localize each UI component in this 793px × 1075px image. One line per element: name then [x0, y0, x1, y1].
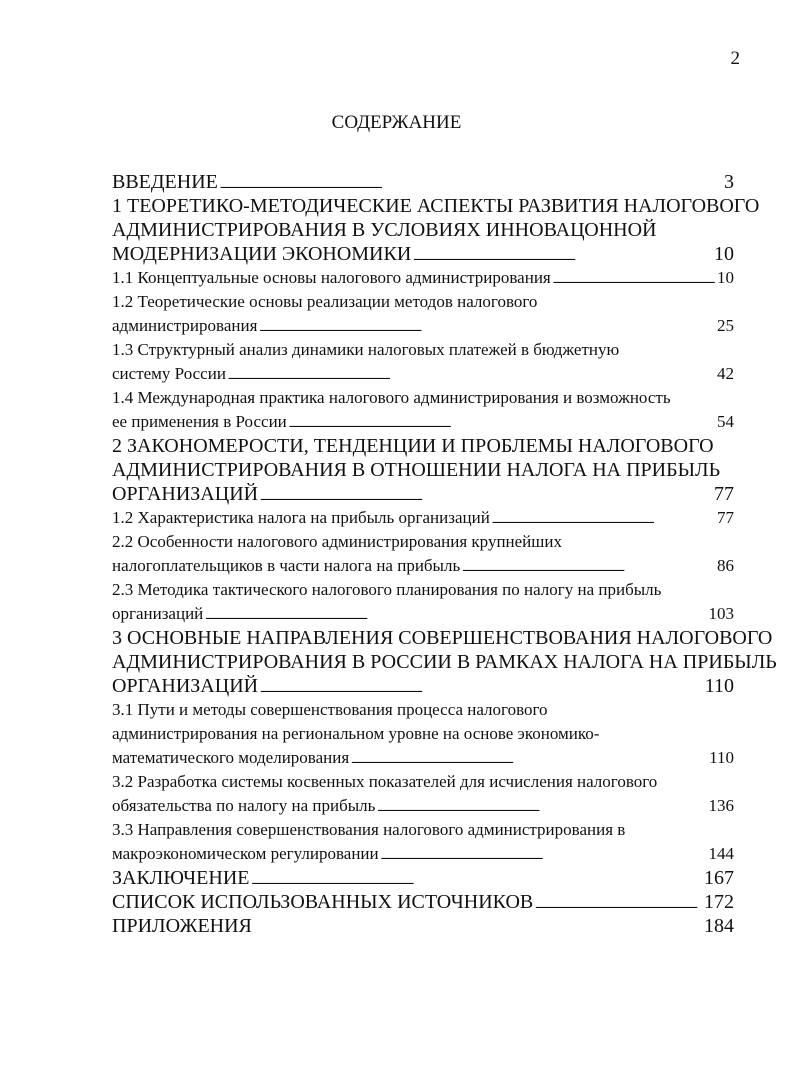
- dot-leader: [289, 410, 715, 436]
- toc-entry-text: 1.2 Теоретические основы реализации методов налогового: [112, 292, 538, 311]
- toc-entry-text: АДМИНИСТРИРОВАНИЯ В ОТНОШЕНИИ НАЛОГА НА ПРИБЫЛЬ: [112, 459, 721, 481]
- toc-entry: [112, 170, 734, 194]
- toc-entry-text: обязательства по налогу на прибыль: [112, 796, 376, 815]
- toc-entry-text: администрирования: [112, 316, 258, 335]
- toc-line: [112, 338, 734, 362]
- page-title: СОДЕРЖАНИЕ: [331, 112, 462, 133]
- toc-line: [112, 866, 734, 890]
- toc-entry-text: ПРИЛОЖЕНИЯ: [112, 915, 252, 937]
- toc-entry-text: математического моделирования: [112, 748, 350, 767]
- toc-page-number: 10: [714, 243, 734, 265]
- toc-entry-text: АДМИНИСТРИРОВАНИЯ В УСЛОВИЯХ ИННОВАЦОННОЙ: [112, 219, 657, 241]
- toc-entry-text: ЗАКЛЮЧЕНИЕ: [112, 867, 250, 889]
- toc-entry-text: МОДЕРНИЗАЦИИ ЭКОНОМИКИ: [112, 243, 412, 265]
- toc-page-number: 10: [717, 268, 734, 287]
- dot-leader: [260, 482, 712, 509]
- toc-entry: [112, 338, 734, 386]
- toc-entry-text: АДМИНИСТРИРОВАНИЯ В РОССИИ В РАМКАХ НАЛОГА НА ПРИБЫЛЬ: [112, 651, 777, 673]
- toc-entry: [112, 866, 734, 890]
- toc-entry-text: ВВЕДЕНИЕ: [112, 171, 218, 193]
- toc-entry-text: 1.2 Характеристика налога на прибыль организаций: [112, 508, 490, 527]
- toc-line: [112, 434, 734, 458]
- toc-entry-text: ее применения в России: [112, 412, 287, 431]
- toc-line: [112, 194, 760, 218]
- dot-leader: [462, 554, 715, 580]
- toc-entry: [112, 698, 734, 770]
- toc-line: [112, 650, 777, 674]
- toc-entry: [112, 914, 734, 938]
- toc-line: [112, 914, 734, 938]
- toc-entry-text: систему России: [112, 364, 226, 383]
- toc-line: [112, 674, 734, 698]
- toc-line: [112, 890, 734, 914]
- toc-page-number: 3: [724, 171, 734, 193]
- toc-line: [112, 794, 734, 818]
- toc-line: [112, 458, 734, 482]
- toc-page-number: 110: [709, 748, 734, 767]
- dot-leader: [260, 674, 703, 701]
- toc-entry-text: 3 ОСНОВНЫЕ НАПРАВЛЕНИЯ СОВЕРШЕНСТВОВАНИЯ НАЛОГОВОГО: [112, 627, 773, 649]
- toc-entry: [112, 506, 734, 530]
- toc-page-number: 42: [717, 364, 734, 383]
- toc-entry-text: ОРГАНИЗАЦИЙ: [112, 483, 259, 505]
- toc-line: [112, 482, 734, 506]
- toc-entry: [112, 818, 734, 866]
- toc-page-number: 86: [717, 556, 734, 575]
- table-of-contents: [112, 170, 777, 938]
- toc-page-number: 77: [717, 508, 734, 527]
- toc-entry-text: организаций: [112, 604, 204, 623]
- toc-entry-text: СПИСОК ИСПОЛЬЗОВАННЫХ ИСТОЧНИКОВ: [112, 891, 534, 913]
- toc-line: [112, 170, 734, 194]
- toc-line: [112, 554, 734, 578]
- toc-page-number: 103: [708, 604, 734, 623]
- toc-entry: [112, 386, 734, 434]
- toc-line: [112, 818, 734, 842]
- toc-entry-text: администрирования на региональном уровне на основе экономико-: [112, 724, 600, 743]
- toc-line: [112, 722, 734, 746]
- toc-line: [112, 410, 734, 434]
- dot-leader: [413, 242, 712, 269]
- toc-page-number: 172: [704, 891, 734, 913]
- toc-entry: [112, 890, 734, 914]
- dot-leader: [228, 362, 715, 388]
- toc-entry-text: 3.3 Направления совершенствования налогового администрирования в: [112, 820, 626, 839]
- toc-entry: [112, 434, 734, 506]
- toc-line: [112, 602, 734, 626]
- toc-page-number: 54: [717, 412, 734, 431]
- toc-entry: [112, 530, 734, 578]
- dot-leader: [205, 602, 706, 628]
- toc-entry: [112, 770, 734, 818]
- toc-line: [112, 218, 734, 242]
- toc-page-number: 110: [704, 675, 734, 697]
- toc-entry-text: 1.1 Концептуальные основы налогового администрирования: [112, 268, 551, 287]
- dot-leader: [220, 170, 722, 197]
- dot-leader: [492, 506, 715, 532]
- toc-entry: [112, 578, 734, 626]
- toc-entry: [112, 194, 760, 266]
- toc-entry-text: 2.2 Особенности налогового администрирования крупнейших: [112, 532, 562, 551]
- toc-line: [112, 386, 734, 410]
- toc-page-number: 77: [714, 483, 734, 505]
- toc-entry: [112, 290, 734, 338]
- toc-entry-text: 3.2 Разработка системы косвенных показателей для исчисления налогового: [112, 772, 658, 791]
- toc-line: [112, 578, 734, 602]
- toc-entry-text: 3.1 Пути и методы совершенствования процесса налогового: [112, 700, 548, 719]
- toc-line: [112, 290, 734, 314]
- toc-line: [112, 626, 773, 650]
- toc-line: [112, 746, 734, 770]
- dot-leader: [259, 314, 715, 340]
- toc-page-number: 167: [704, 867, 734, 889]
- toc-line: [112, 242, 734, 266]
- toc-line: [112, 362, 734, 386]
- toc-page-number: 144: [708, 844, 734, 863]
- toc-line: [112, 266, 734, 290]
- toc-entry-text: налогоплательщиков в части налога на прибыль: [112, 556, 461, 575]
- dot-leader: [535, 890, 702, 917]
- toc-line: [112, 842, 734, 866]
- dot-leader: [381, 842, 707, 868]
- toc-line: [112, 314, 734, 338]
- toc-line: [112, 698, 734, 722]
- toc-entry-text: 2 ЗАКОНОМЕРОСТИ, ТЕНДЕНЦИИ И ПРОБЛЕМЫ НАЛОГОВОГО: [112, 435, 714, 457]
- toc-entry: [112, 266, 734, 290]
- page-number: 2: [730, 48, 740, 69]
- toc-entry-text: ОРГАНИЗАЦИЙ: [112, 675, 259, 697]
- toc-line: [112, 530, 734, 554]
- toc-entry-text: макроэкономическом регулировании: [112, 844, 379, 863]
- dot-leader: [377, 794, 706, 820]
- dot-leader: [251, 866, 702, 893]
- toc-line: [112, 506, 734, 530]
- toc-entry-text: 1 ТЕОРЕТИКО-МЕТОДИЧЕСКИЕ АСПЕКТЫ РАЗВИТИЯ НАЛОГОВОГО: [112, 195, 760, 217]
- dot-leader: [553, 266, 715, 292]
- toc-page-number: 136: [708, 796, 734, 815]
- toc-line: [112, 770, 734, 794]
- toc-entry-text: 1.3 Структурный анализ динамики налоговых платежей в бюджетную: [112, 340, 620, 359]
- toc-page-number: 25: [717, 316, 734, 335]
- dot-leader: [351, 746, 707, 772]
- toc-page-number: 184: [704, 915, 734, 937]
- toc-entry-text: 2.3 Методика тактического налогового планирования по налогу на прибыль: [112, 580, 662, 599]
- toc-entry-text: 1.4 Международная практика налогового администрирования и возможность: [112, 388, 671, 407]
- toc-entry: [112, 626, 777, 698]
